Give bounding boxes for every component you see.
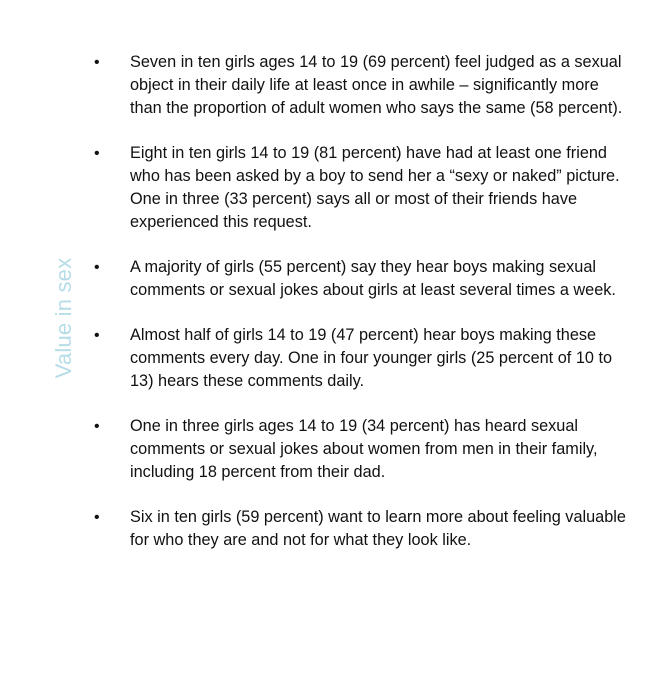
bullet-item xyxy=(94,256,629,302)
bullet-dot-icon: • xyxy=(94,327,100,344)
bullet-dot-icon: • xyxy=(94,418,100,435)
statistics-bullet-list xyxy=(94,51,629,574)
bullet-text: Almost half of girls 14 to 19 (47 percent) hear boys making these comments every day. One in four younger girls (25 percent of 10 to 13) hears these comments daily. xyxy=(130,326,613,390)
bullet-dot-icon: • xyxy=(94,259,100,276)
bullet-dot-icon: • xyxy=(94,145,100,162)
bullet-text: Eight in ten girls 14 to 19 (81 percent) have had at least one friend who has been asked by a boy to send her a “sexy or naked” picture. One in three (33 percent) says all or most of their friends have experienced this request. xyxy=(130,144,620,231)
bullet-item xyxy=(94,324,629,393)
bullet-text: Six in ten girls (59 percent) want to learn more about feeling valuable for who they are and not for what they look like. xyxy=(130,508,626,549)
bullet-text: One in three girls ages 14 to 19 (34 percent) has heard sexual comments or sexual jokes about women from men in their family, including 18 percent from their dad. xyxy=(130,417,598,481)
bullet-text: Seven in ten girls ages 14 to 19 (69 percent) feel judged as a sexual object in their daily life at least once in awhile – significantly more than the proportion of adult women who says the same (58 percent). xyxy=(130,53,623,117)
bullet-dot-icon: • xyxy=(94,509,100,526)
bullet-item xyxy=(94,142,629,234)
side-label: Value in sex xyxy=(51,257,76,379)
bullet-dot-icon: • xyxy=(94,54,100,71)
bullet-item xyxy=(94,506,629,552)
bullet-item xyxy=(94,51,629,120)
bullet-text: A majority of girls (55 percent) say they hear boys making sexual comments or sexual jokes about girls at least several times a week. xyxy=(130,258,616,299)
bullet-item xyxy=(94,415,629,484)
